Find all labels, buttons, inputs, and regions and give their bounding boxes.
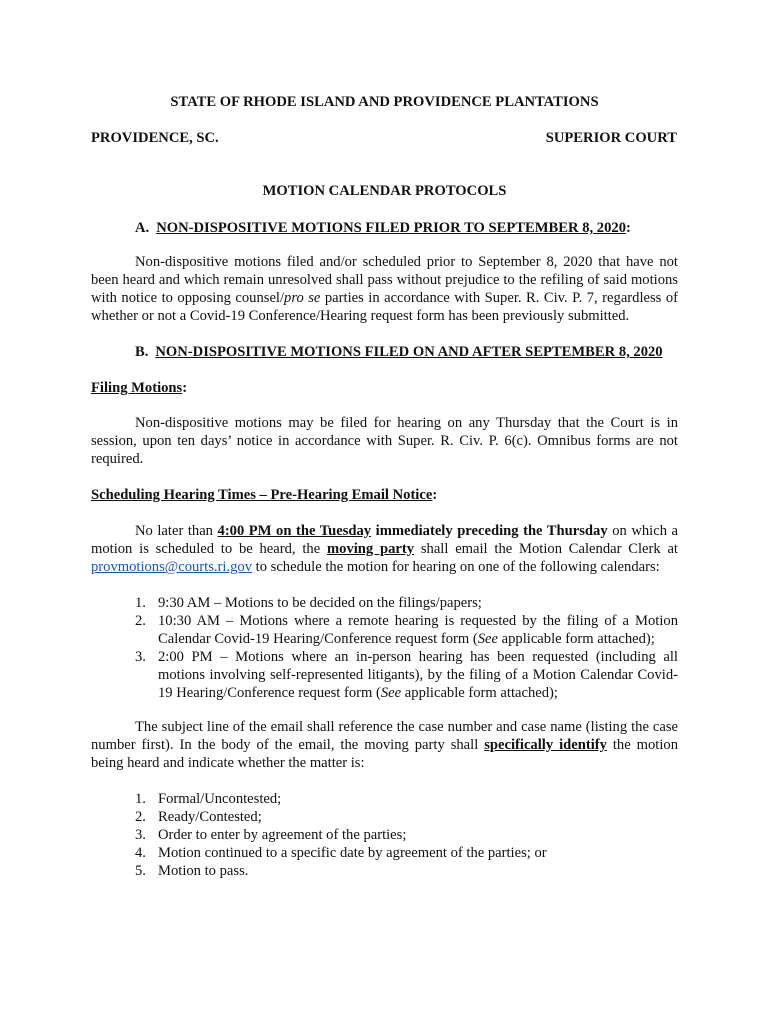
preceding-thursday-text: immediately preceding the Thursday — [371, 523, 608, 539]
section-a-paragraph — [91, 253, 678, 325]
clerk-email-link[interactable]: provmotions@courts.ri.gov — [91, 559, 252, 575]
filing-paragraph: Non-dispositive motions may be filed for hearing on any Thursday that the Court is in session, upon ten days’ notice in accordance with Super. R. Civ. P. 6(c). Omnibus forms are not required. — [91, 415, 678, 467]
list-number: 1. — [135, 595, 146, 611]
list-item — [91, 790, 678, 808]
list-item-text: 2:00 PM – Motions where an in-person hearing has been requested (including all motions involving self-represented litigants), by the filing of a Motion Calendar Covid-19 Hearing/Conference request form ( — [158, 649, 678, 701]
specifically-identify-text: specifically identify — [484, 737, 607, 753]
scheduling-text-g: to schedule the motion for hearing on one of the following calendars: — [252, 559, 660, 575]
scheduling-text-a: No later than — [135, 523, 218, 539]
scheduling-heading — [91, 486, 678, 504]
list-item-text: Ready/Contested; — [158, 809, 262, 825]
list-item-italic: See — [380, 685, 402, 701]
section-a-heading — [91, 219, 678, 237]
subject-text-a: The subject line of the email shall reference the case number and case name (listing the case number first). In the body of the email, the moving party shall — [91, 719, 678, 753]
list-number: 2. — [135, 809, 146, 825]
section-a-italic: pro se — [284, 290, 321, 306]
state-heading: STATE OF RHODE ISLAND AND PROVIDENCE PLANTATIONS — [170, 94, 599, 110]
list-item — [91, 844, 678, 862]
list-number: 4. — [135, 845, 146, 861]
list-number: 1. — [135, 791, 146, 807]
subject-paragraph — [91, 718, 678, 772]
list-item-text: Formal/Uncontested; — [158, 791, 282, 807]
list-item — [91, 862, 678, 880]
scheduling-text-f: shall email the Motion Calendar Clerk at — [414, 541, 678, 557]
section-a-title: NON-DISPOSITIVE MOTIONS FILED PRIOR TO SEPTEMBER 8, 2020 — [156, 220, 626, 236]
list-number: 2. — [135, 613, 146, 629]
court-label: SUPERIOR COURT — [545, 130, 677, 146]
section-a-colon: : — [626, 220, 631, 236]
section-a-letter: A. — [135, 220, 150, 236]
list-item-text: 10:30 AM – Motions where a remote hearing is requested by the filing of a Motion Calendar Covid-19 Hearing/Conference request form ( — [158, 613, 678, 647]
deadline-text: 4:00 PM on the Tuesday — [217, 523, 372, 539]
list-item — [91, 594, 678, 612]
document-title: MOTION CALENDAR PROTOCOLS — [262, 183, 507, 199]
court-caption — [91, 129, 678, 147]
scheduling-heading-colon: : — [432, 487, 438, 503]
section-b-heading — [91, 343, 678, 361]
section-a-text-1: Non-dispositive motions filed and/or scheduled prior to September 8, 2020 that have not been heard and which remain unresolved shall pass without prejudice to the refiling of said motions with notice to opposing counsel/ — [91, 254, 678, 306]
scheduling-paragraph — [91, 522, 678, 576]
list-number: 3. — [135, 649, 146, 665]
section-b-letter: B. — [135, 344, 149, 360]
list-item — [91, 648, 678, 702]
filing-heading-colon: : — [182, 380, 188, 396]
filing-heading-text: Filing Motions — [91, 380, 183, 396]
list-item-text: Order to enter by agreement of the parties; — [158, 827, 407, 843]
section-a-text-2: parties in accordance with Super. R. Civ. P. 7, regardless of whether or not a Covid-19 Conference/Hearing request form has been previously submitted. — [91, 290, 678, 324]
subject-text-c: the motion being heard and indicate whether the matter is: — [91, 737, 678, 771]
list-item — [91, 808, 678, 826]
county-label: PROVIDENCE, SC. — [91, 130, 219, 146]
scheduling-text-d: on which a motion is scheduled to be heard, the — [91, 523, 679, 557]
scheduling-heading-text: Scheduling Hearing Times – Pre-Hearing Email Notice — [91, 487, 433, 503]
list-item-text-end: applicable form attached); — [498, 631, 655, 647]
filing-heading — [91, 379, 678, 397]
list-number: 5. — [135, 863, 146, 879]
list-item-text: Motion continued to a specific date by agreement of the parties; or — [158, 845, 547, 861]
list-item — [91, 612, 678, 648]
list-item — [91, 826, 678, 844]
list-item-italic: See — [477, 631, 498, 647]
calendar-list — [91, 594, 678, 702]
moving-party-text: moving party — [326, 541, 415, 557]
status-list — [91, 790, 678, 880]
list-item-text-end: applicable form attached); — [401, 685, 558, 701]
list-item-text: 9:30 AM – Motions to be decided on the filings/papers; — [158, 595, 482, 611]
section-b-title: NON-DISPOSITIVE MOTIONS FILED ON AND AFTER SEPTEMBER 8, 2020 — [155, 344, 663, 360]
list-number: 3. — [135, 827, 146, 843]
list-item-text: Motion to pass. — [158, 863, 249, 879]
